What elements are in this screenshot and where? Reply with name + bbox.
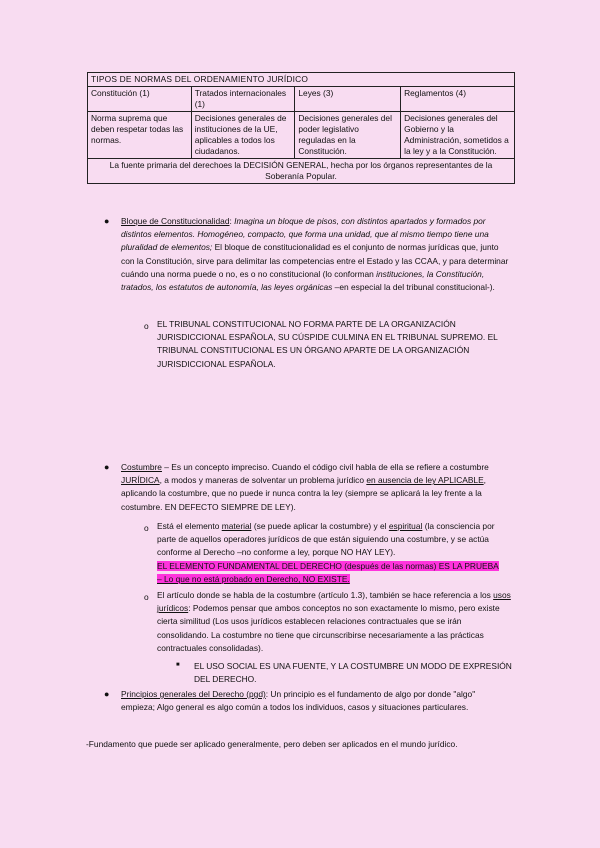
- table-cell: Decisiones generales del poder legislativo reguladas en la Constitución.: [295, 112, 401, 159]
- square-bullet-icon: ■: [176, 662, 180, 668]
- bloque-italic1: Imagina un bloque de pisos, con distintos apartados y formados por distintos elementos. Homogéneo, compacto, que forma una unidad, que al mismo tiempo tiene una pluralidad de elementos;: [121, 216, 489, 253]
- bullet-icon: ●: [104, 689, 110, 699]
- costumbre-t1: – Es un concepto impreciso. Cuando el código civil habla de ella se refiere a costumbre: [161, 462, 489, 472]
- norms-table: [87, 72, 515, 184]
- s2a: El artículo donde se habla de la costumbre (artículo 1.3), también se hace referencia a los: [157, 590, 494, 600]
- table-row: [88, 112, 515, 159]
- table-cell: Norma suprema que deben respetar todas las normas.: [88, 112, 192, 159]
- espiritual-term: espiritual: [388, 521, 423, 531]
- table-footer: La fuente primaria del derechoes la DECISIÓN GENERAL, hecha por los órganos representantes de la Soberanía Popular.: [88, 159, 515, 184]
- s1a: Está el elemento: [157, 521, 222, 531]
- costumbre-juridica: JURÍDICA: [121, 475, 160, 486]
- costumbre-sub2: [157, 589, 513, 655]
- usos-term: usos jurídicos: [157, 590, 511, 614]
- highlight-2: – Lo que no está probado en Derecho, NO EXISTE.: [157, 573, 350, 584]
- s2b: : Podemos pensar que ambos conceptos no son exactamente lo mismo, pero existe cierta similitud (Los usos jurídicos establecen relaciones contractuales que se irán consolidando. La costumbre no tiene que circunscribirse necesariamente a las prácticas contractuales consolidadas).: [157, 603, 500, 653]
- costumbre-term: Costumbre: [121, 462, 162, 472]
- costumbre-t2: , a modos y maneras de solventar un problema jurídico: [159, 475, 367, 486]
- bloque-term: Bloque de Constitucionalidad: [121, 216, 230, 226]
- table-header-row: [88, 87, 515, 112]
- principios-term: Principios generales del Derecho (pgd): [121, 689, 266, 699]
- bloque-italic2: instituciones, la Constitución, tratados, los estatutos de autonomía, las leyes orgánicas: [121, 268, 485, 293]
- bloque-text1: El bloque de constitucionalidad es el conjunto de normas jurídicas que, junto con la Constitución, sirve para delimitar las competencias entre el Estado y las CCAA, y para determinar cuándo una norma puede o no, es o no constitucional (lo conforman: [121, 242, 509, 279]
- header-cell: Tratados internacionales (1): [191, 87, 295, 112]
- costumbre-sub1: [157, 520, 511, 586]
- costumbre-t3: , aplicando la costumbre, que no puede ir nunca contra la ley (siempre se aplicará la ley frente a la costumbre. EN DEFECTO SIEMPRE DE LEY).: [121, 475, 486, 512]
- principios-paragraph: [121, 688, 511, 714]
- circle-bullet-icon: o: [144, 321, 149, 331]
- bloque-paragraph: [121, 215, 513, 294]
- header-cell: Leyes (3): [295, 87, 401, 112]
- s1b: (se puede aplicar la costumbre) y el: [251, 521, 389, 531]
- circle-bullet-icon: o: [144, 592, 149, 602]
- table-title: TIPOS DE NORMAS DEL ORDENAMIENTO JURÍDICO: [88, 73, 515, 87]
- s1c: (la consciencia por parte de aquellos operadores jurídicos de que están siguiendo una costumbre, y se actúa conforme al Derecho –no conforme a ley, porque NO HAY LEY).: [157, 521, 495, 558]
- circle-bullet-icon: o: [144, 523, 149, 533]
- bullet-icon: ●: [104, 216, 110, 226]
- bloque-colon: :: [229, 216, 232, 226]
- header-cell: Reglamentos (4): [401, 87, 515, 112]
- material-term: material: [221, 521, 252, 531]
- bullet-icon: ●: [104, 462, 110, 472]
- costumbre-ausencia: en ausencia de ley APLICABLE: [366, 475, 484, 486]
- costumbre-sub-sub: EL USO SOCIAL ES UNA FUENTE, Y LA COSTUMBRE UN MODO DE EXPRESIÓN DEL DERECHO.: [194, 661, 512, 685]
- last-line: -Fundamento que puede ser aplicado generalmente, pero deben ser aplicados en el mundo jurídico.: [86, 739, 458, 749]
- table-cell: Decisiones generales de instituciones de la UE, aplicables a todos los ciudadanos.: [191, 112, 295, 159]
- bloque-sub: EL TRIBUNAL CONSTITUCIONAL NO FORMA PARTE DE LA ORGANIZACIÓN JURISDICCIONAL ESPAÑOLA, SU CÚSPIDE CULMINA EN EL TRIBUNAL SUPREMO. EL TRIBUNAL CONSTITUCIONAL ES UN ÓRGANO APARTE DE LA ORGANIZACIÓN JURISDICCIONAL ESPAÑOLA.: [157, 319, 498, 369]
- header-cell: Constitución (1): [88, 87, 192, 112]
- principios-t1: : Un principio es el fundamento de algo por donde "algo" empieza; Algo general es algo común a todos los individuos, casos y situaciones particulares.: [121, 689, 476, 713]
- costumbre-paragraph: [121, 461, 511, 514]
- highlight-1: EL ELEMENTO FUNDAMENTAL DEL DERECHO (después de las normas) ES LA PRUEBA: [157, 560, 499, 571]
- table-cell: Decisiones generales del Gobierno y la Administración, sometidos a la ley y a la Constitución.: [401, 112, 515, 159]
- bloque-text2: –en especial la del tribunal constitucional-).: [332, 282, 495, 293]
